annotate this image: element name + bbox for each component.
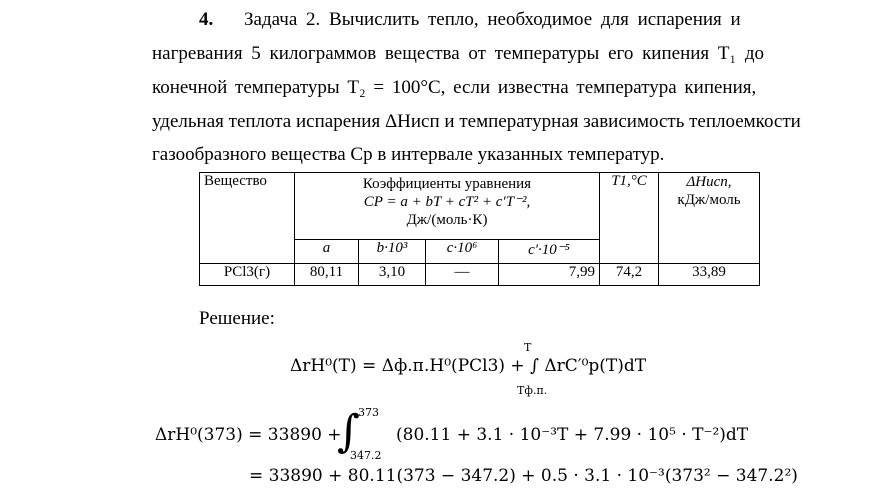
subheader-c: c·10⁶ (426, 240, 499, 264)
equation-2-right: (80.11 + 3.1 · 10⁻³T + 7.99 · 10⁵ · T⁻²)dT (396, 425, 749, 445)
cell-substance: PCl3(г) (200, 264, 295, 286)
coefficients-table (199, 172, 760, 286)
cell-dh: 33,89 (659, 264, 760, 286)
subheader-b: b·10³ (359, 240, 426, 264)
cell-c-prime: 7,99 (499, 264, 600, 286)
problem-line-1: Задача 2. Вычислить тепло, необходимое для испарения и (244, 9, 741, 30)
equation-1-upper-limit: T (524, 341, 532, 354)
subheader-c-prime: c′·10⁻⁵ (499, 240, 600, 264)
problem-line-2: нагревания 5 килограммов вещества от температуры его кипения T₁ до (152, 43, 765, 64)
cell-c: — (426, 264, 499, 286)
header-dh-label: ΔHисп, (686, 174, 732, 190)
problem-line-5: газообразного вещества Cp в интервале указанных температур. (152, 144, 665, 165)
header-coefficients (295, 173, 600, 240)
integral-sign: ∫ (337, 406, 360, 457)
problem-line-3: конечной температуры T₂ = 100°C, если известна температура кипения, (152, 77, 757, 98)
cell-a: 80,11 (295, 264, 359, 286)
header-t1: T1,°C (600, 173, 659, 264)
header-substance: Вещество (200, 173, 295, 264)
equation-3: = 33890 + 80.11(373 − 347.2) + 0.5 · 3.1 · 10⁻³(373² − 347.2²) (249, 466, 798, 486)
equation-2-left: ΔrH⁰(373) = 33890 + (155, 425, 342, 445)
equation-1: ΔrH⁰(T) = Δф.п.H⁰(PCl3) + ∫ ΔrC′⁰p(T)dT (290, 356, 647, 376)
problem-number: 4. (199, 9, 214, 30)
subheader-a: a (295, 240, 359, 264)
header-coefficients-units: Дж/(моль·К) (406, 212, 488, 228)
equation-2-upper-limit: 373 (358, 406, 379, 419)
header-coefficients-title: Коэффициенты уравнения (362, 176, 532, 192)
problem-line-4: удельная теплота испарения ΔHисп и температурная зависимость теплоемкости (152, 111, 801, 132)
equation-2-lower-limit: 347.2 (350, 449, 382, 462)
equation-1-lower-limit: Tф.п. (517, 384, 548, 397)
header-dh-units: кДж/моль (677, 192, 741, 208)
header-dh (659, 173, 760, 264)
cell-b: 3,10 (359, 264, 426, 286)
solution-label: Решение: (199, 308, 275, 329)
cell-t1: 74,2 (600, 264, 659, 286)
header-coefficients-equation: CP = a + bT + cT² + c′T⁻², (363, 194, 531, 210)
